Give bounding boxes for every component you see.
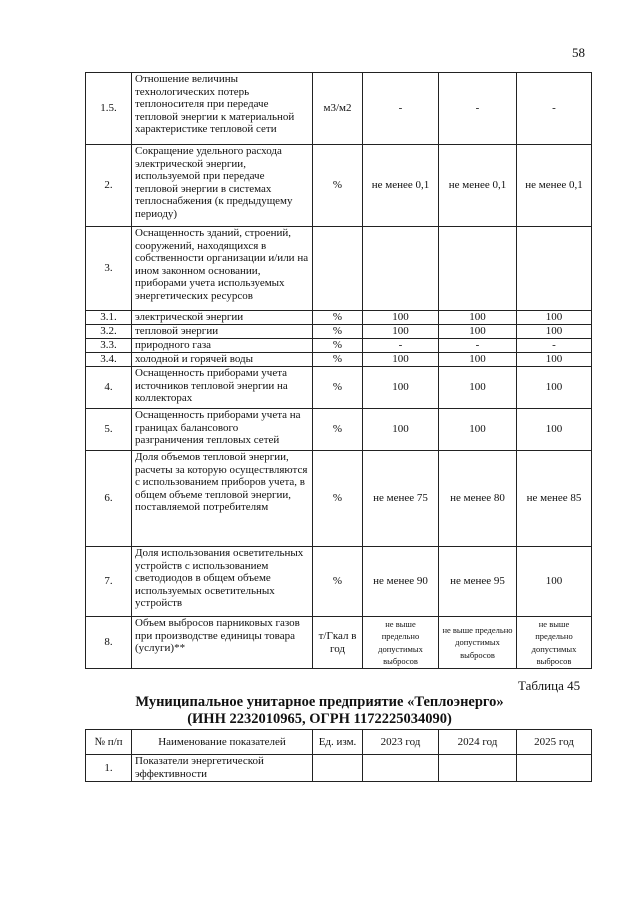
row-value-2024 xyxy=(439,227,517,311)
row-value-2023: не выше предельно допустимых выбросов xyxy=(363,617,439,669)
row-value-2023: не менее 75 xyxy=(363,451,439,547)
row-value-2025: - xyxy=(517,73,592,145)
row-value-2025: не менее 85 xyxy=(517,451,592,547)
row-value-2023: 100 xyxy=(363,353,439,367)
row-unit: % xyxy=(313,353,363,367)
row-value-2024 xyxy=(439,755,517,782)
row-unit: % xyxy=(313,451,363,547)
row-indicator-name: Объем выбросов парниковых газов при производстве единицы товара (услуги)** xyxy=(132,617,313,669)
row-number: 3.2. xyxy=(86,325,132,339)
row-value-2025: 100 xyxy=(517,409,592,451)
row-indicator-name: Оснащенность приборами учета источников тепловой энергии на коллекторах xyxy=(132,367,313,409)
table-row xyxy=(86,451,592,547)
row-unit xyxy=(313,755,363,782)
row-unit: % xyxy=(313,325,363,339)
row-value-2025: - xyxy=(517,339,592,353)
row-value-2023: 100 xyxy=(363,311,439,325)
row-value-2024: не менее 80 xyxy=(439,451,517,547)
row-number: 5. xyxy=(86,409,132,451)
row-value-2025 xyxy=(517,227,592,311)
row-indicator-name: Показатели энергетической эффективности xyxy=(132,755,313,782)
header-2023: 2023 год xyxy=(363,730,439,755)
row-unit: т/Гкал в год xyxy=(313,617,363,669)
row-value-2023: не менее 0,1 xyxy=(363,145,439,227)
row-number: 3.1. xyxy=(86,311,132,325)
row-indicator-name: Оснащенность зданий, строений, сооружений, находящихся в собственности организации и/или на ином законном основании, приборами учета используемых энергетических ресурсов xyxy=(132,227,313,311)
header-2025: 2025 год xyxy=(517,730,592,755)
indicators-table-continued xyxy=(85,72,592,669)
row-value-2023: - xyxy=(363,339,439,353)
row-value-2025: 100 xyxy=(517,367,592,409)
table-row xyxy=(86,325,592,339)
row-unit: % xyxy=(313,145,363,227)
row-indicator-name: Доля использования осветительных устройств с использованием светодиодов в общем объеме используемых осветительных устройств xyxy=(132,547,313,617)
row-indicator-name: холодной и горячей воды xyxy=(132,353,313,367)
row-value-2024: 100 xyxy=(439,311,517,325)
row-indicator-name: электрической энергии xyxy=(132,311,313,325)
row-number: 3.4. xyxy=(86,353,132,367)
row-number: 1. xyxy=(86,755,132,782)
row-indicator-name: Оснащенность приборами учета на границах балансового разграничения тепловых сетей xyxy=(132,409,313,451)
row-indicator-name: природного газа xyxy=(132,339,313,353)
row-value-2023: 100 xyxy=(363,409,439,451)
row-unit: % xyxy=(313,339,363,353)
row-value-2025: 100 xyxy=(517,353,592,367)
row-value-2025: не менее 0,1 xyxy=(517,145,592,227)
header-number: № п/п xyxy=(86,730,132,755)
row-value-2024: 100 xyxy=(439,353,517,367)
row-unit: м3/м2 xyxy=(313,73,363,145)
table-row xyxy=(86,339,592,353)
table-header-row xyxy=(86,730,592,755)
row-unit: % xyxy=(313,409,363,451)
row-value-2024: не выше предельно допустимых выбросов xyxy=(439,617,517,669)
row-value-2023 xyxy=(363,227,439,311)
header-unit: Ед. изм. xyxy=(313,730,363,755)
row-number: 1.5. xyxy=(86,73,132,145)
row-number: 2. xyxy=(86,145,132,227)
row-indicator-name: Отношение величины технологических потерь теплоносителя при передаче тепловой энергии к материальной характеристике тепловой сети xyxy=(132,73,313,145)
row-unit: % xyxy=(313,367,363,409)
header-indicator-name: Наименование показателей xyxy=(132,730,313,755)
row-value-2024: - xyxy=(439,73,517,145)
table-row xyxy=(86,409,592,451)
row-number: 8. xyxy=(86,617,132,669)
row-number: 6. xyxy=(86,451,132,547)
row-value-2025: не выше предельно допустимых выбросов xyxy=(517,617,592,669)
table-row xyxy=(86,145,592,227)
row-unit xyxy=(313,227,363,311)
row-value-2024: 100 xyxy=(439,325,517,339)
table-row xyxy=(86,227,592,311)
row-indicator-name: Доля объемов тепловой энергии, расчеты за которую осуществляются с использованием приборов учета, в общем объеме тепловой энергии, поставляемой потребителям xyxy=(132,451,313,547)
table-row xyxy=(86,353,592,367)
table-row xyxy=(86,73,592,145)
row-value-2025: 100 xyxy=(517,325,592,339)
row-value-2023 xyxy=(363,755,439,782)
row-value-2024: 100 xyxy=(439,367,517,409)
organization-title: Муниципальное унитарное предприятие «Теплоэнерго» xyxy=(135,694,504,710)
table-row xyxy=(86,311,592,325)
row-unit: % xyxy=(313,311,363,325)
row-number: 4. xyxy=(86,367,132,409)
row-value-2024: не менее 95 xyxy=(439,547,517,617)
row-value-2025: 100 xyxy=(517,547,592,617)
row-number: 7. xyxy=(86,547,132,617)
table-row xyxy=(86,755,592,782)
row-value-2023: не менее 90 xyxy=(363,547,439,617)
row-value-2024: - xyxy=(439,339,517,353)
indicators-table-45 xyxy=(85,729,592,782)
row-number: 3. xyxy=(86,227,132,311)
row-value-2024: 100 xyxy=(439,409,517,451)
page-number: 58 xyxy=(572,45,585,60)
table-row xyxy=(86,367,592,409)
row-value-2024: не менее 0,1 xyxy=(439,145,517,227)
row-indicator-name: тепловой энергии xyxy=(132,325,313,339)
table-row xyxy=(86,547,592,617)
row-value-2023: - xyxy=(363,73,439,145)
table-label: Таблица 45 xyxy=(518,678,581,693)
row-value-2025: 100 xyxy=(517,311,592,325)
row-value-2023: 100 xyxy=(363,325,439,339)
row-value-2025 xyxy=(517,755,592,782)
table-row xyxy=(86,617,592,669)
row-unit: % xyxy=(313,547,363,617)
row-number: 3.3. xyxy=(86,339,132,353)
header-2024: 2024 год xyxy=(439,730,517,755)
row-indicator-name: Сокращение удельного расхода электрической энергии, используемой при передаче тепловой энергии в системах теплоснабжения (к предыдущему периоду) xyxy=(132,145,313,227)
organization-ids: (ИНН 2232010965, ОГРН 1172225034090) xyxy=(187,711,452,727)
row-value-2023: 100 xyxy=(363,367,439,409)
